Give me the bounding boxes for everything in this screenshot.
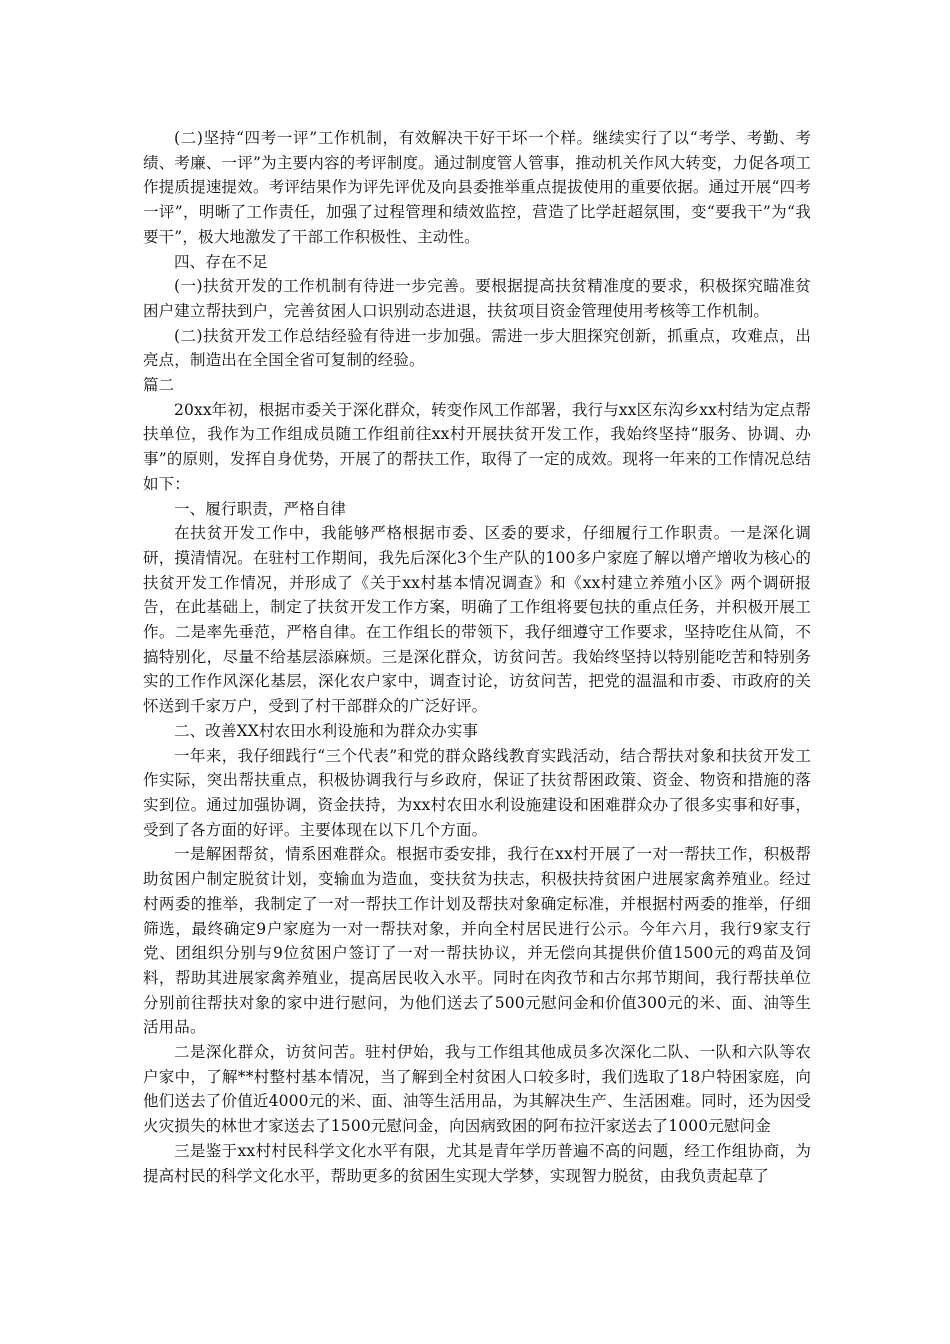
heading-duties-discipline: 一、履行职责，严格自律 — [174, 499, 347, 518]
paragraph-si-kao-yi-ping: (二)坚持“四考一评”工作机制，有效解决干好干坏一个样。继续实行了以“考学、考勤、考绩、考廉、一评”为主要内容的考评制度。通过制度管人管事，推动机关作风大转变，力促各项工作提质提速提效。考评结果作为评先评优及向县委推举重点提拔使用的重要依据。通过开展“四考一评”，明晰了工作责任，加强了过程管理和绩效监控，营造了比学赶超氛围，变“要我干”为“我要干”，极大地激发了干部工作积极性、主动性。 — [143, 129, 811, 246]
paragraph-education-support: 三是鉴于xx村村民科学文化水平有限，尤其是青年学历普遍不高的问题，经工作组协商，为提高村民的科学文化水平，帮助更多的贫困生实现大学梦，实现智力脱贫，由我负责起草了 — [143, 1141, 811, 1185]
heading-shortcomings: 四、存在不足 — [174, 252, 268, 271]
paragraph-experience-strengthen: (二)扶贫开发工作总结经验有待进一步加强。需进一步大胆探究创新，抓重点，攻难点，出亮点，制造出在全国全省可复制的经验。 — [143, 326, 811, 370]
paragraph-duties-detail: 在扶贫开发工作中，我能够严格根据市委、区委的要求，仔细履行工作职责。一是深化调研，摸清情况。在驻村工作期间，我先后深化3个生产队的100多户家庭了解以增产增收为核心的扶贫开发工作情况，并形成了《关于xx村基本情况调查》和《xx村建立养殖小区》两个调研报告，在此基础上，制定了扶贫开发工作方案，明确了工作组将要包扶的重点任务，并积极开展工作。二是率先垂范，严格自律。在工作组长的带领下，我仔细遵守工作要求，坚持吃住从简，不搞特别化，尽量不给基层添麻烦。三是深化群众，访贫问苦。我始终坚持以特别能吃苦和特别务实的工作作风深化基层，深化农户家中，调查讨论，访贫问苦，把党的温温和市委、市政府的关怀送到千家万户，受到了村干部群众的广泛好评。 — [143, 524, 811, 716]
paragraph-year-summary: 一年来，我仔细践行“三个代表”和党的群众路线教育实践活动，结合帮扶对象和扶贫开发工作实际，突出帮扶重点，积极协调我行与乡政府，保证了扶贫帮困政策、资金、物资和措施的落实到位。通过加强协调，资金扶持，为xx村农田水利设施建设和困难群众办了很多实事和好事，受到了各方面的好评。主要体现在以下几个方面。 — [143, 746, 811, 839]
document-body — [143, 126, 811, 1188]
heading-irrigation-practical: 二、改善XX村农田水利设施和为群众办实事 — [174, 721, 479, 740]
section-title-part-two: 篇二 — [143, 376, 175, 395]
paragraph-visit-poor: 二是深化群众，访贫问苦。驻村伊始，我与工作组其他成员多次深化二队、一队和六队等农户家中，了解**村整村基本情况，当了解到全村贫困人口较多时，我们选取了18户特困家庭，向他们送去了价值近4000元的米、面、油等生活用品，为其解决生产、生活困难。同时，还为因受火灾损失的林世才家送去了1500元慰问金，向因病致困的阿布拉汗家送去了1000元慰问金 — [143, 1043, 811, 1136]
paragraph-intro-summary: 20xx年初，根据市委关于深化群众，转变作风工作部署，我行与xx区东沟乡xx村结为定点帮扶单位，我作为工作组成员随工作组前往xx村开展扶贫开发工作，我始终坚持“服务、协调、办事”的原则，发挥自身优势，开展了的帮扶工作，取得了一定的成效。现将一年来的工作情况总结如下： — [143, 400, 811, 493]
paragraph-mechanism-improve: (一)扶贫开发的工作机制有待进一步完善。要根据提高扶贫精准度的要求，积极探究瞄准贫困户建立帮扶到户，完善贫困人口识别动态进退，扶贫项目资金管理使用考核等工作机制。 — [143, 277, 811, 320]
paragraph-poverty-relief: 一是解困帮贫，情系困难群众。根据市委安排，我行在xx村开展了一对一帮扶工作，积极帮助贫困户制定脱贫计划，变输血为造血，变扶贫为扶志，积极扶持贫困户进展家禽养殖业。经过村两委的推举，我制定了一对一帮扶工作计划及帮扶对象确定标准，并根据村两委的推举，仔细筛选，最终确定9户家庭为一对一帮扶对象，并向全村居民进行公示。今年六月，我行9家支行党、团组织分别与9位贫困户签订了一对一帮扶协议，并无偿向其提供价值1500元的鸡苗及饲料，帮助其进展家禽养殖业，提高居民收入水平。同时在肉孜节和古尔邦节期间，我行帮扶单位分别前往帮扶对象的家中进行慰问，为他们送去了500元慰问金和价值300元的米、面、油等生活用品。 — [143, 845, 811, 1037]
